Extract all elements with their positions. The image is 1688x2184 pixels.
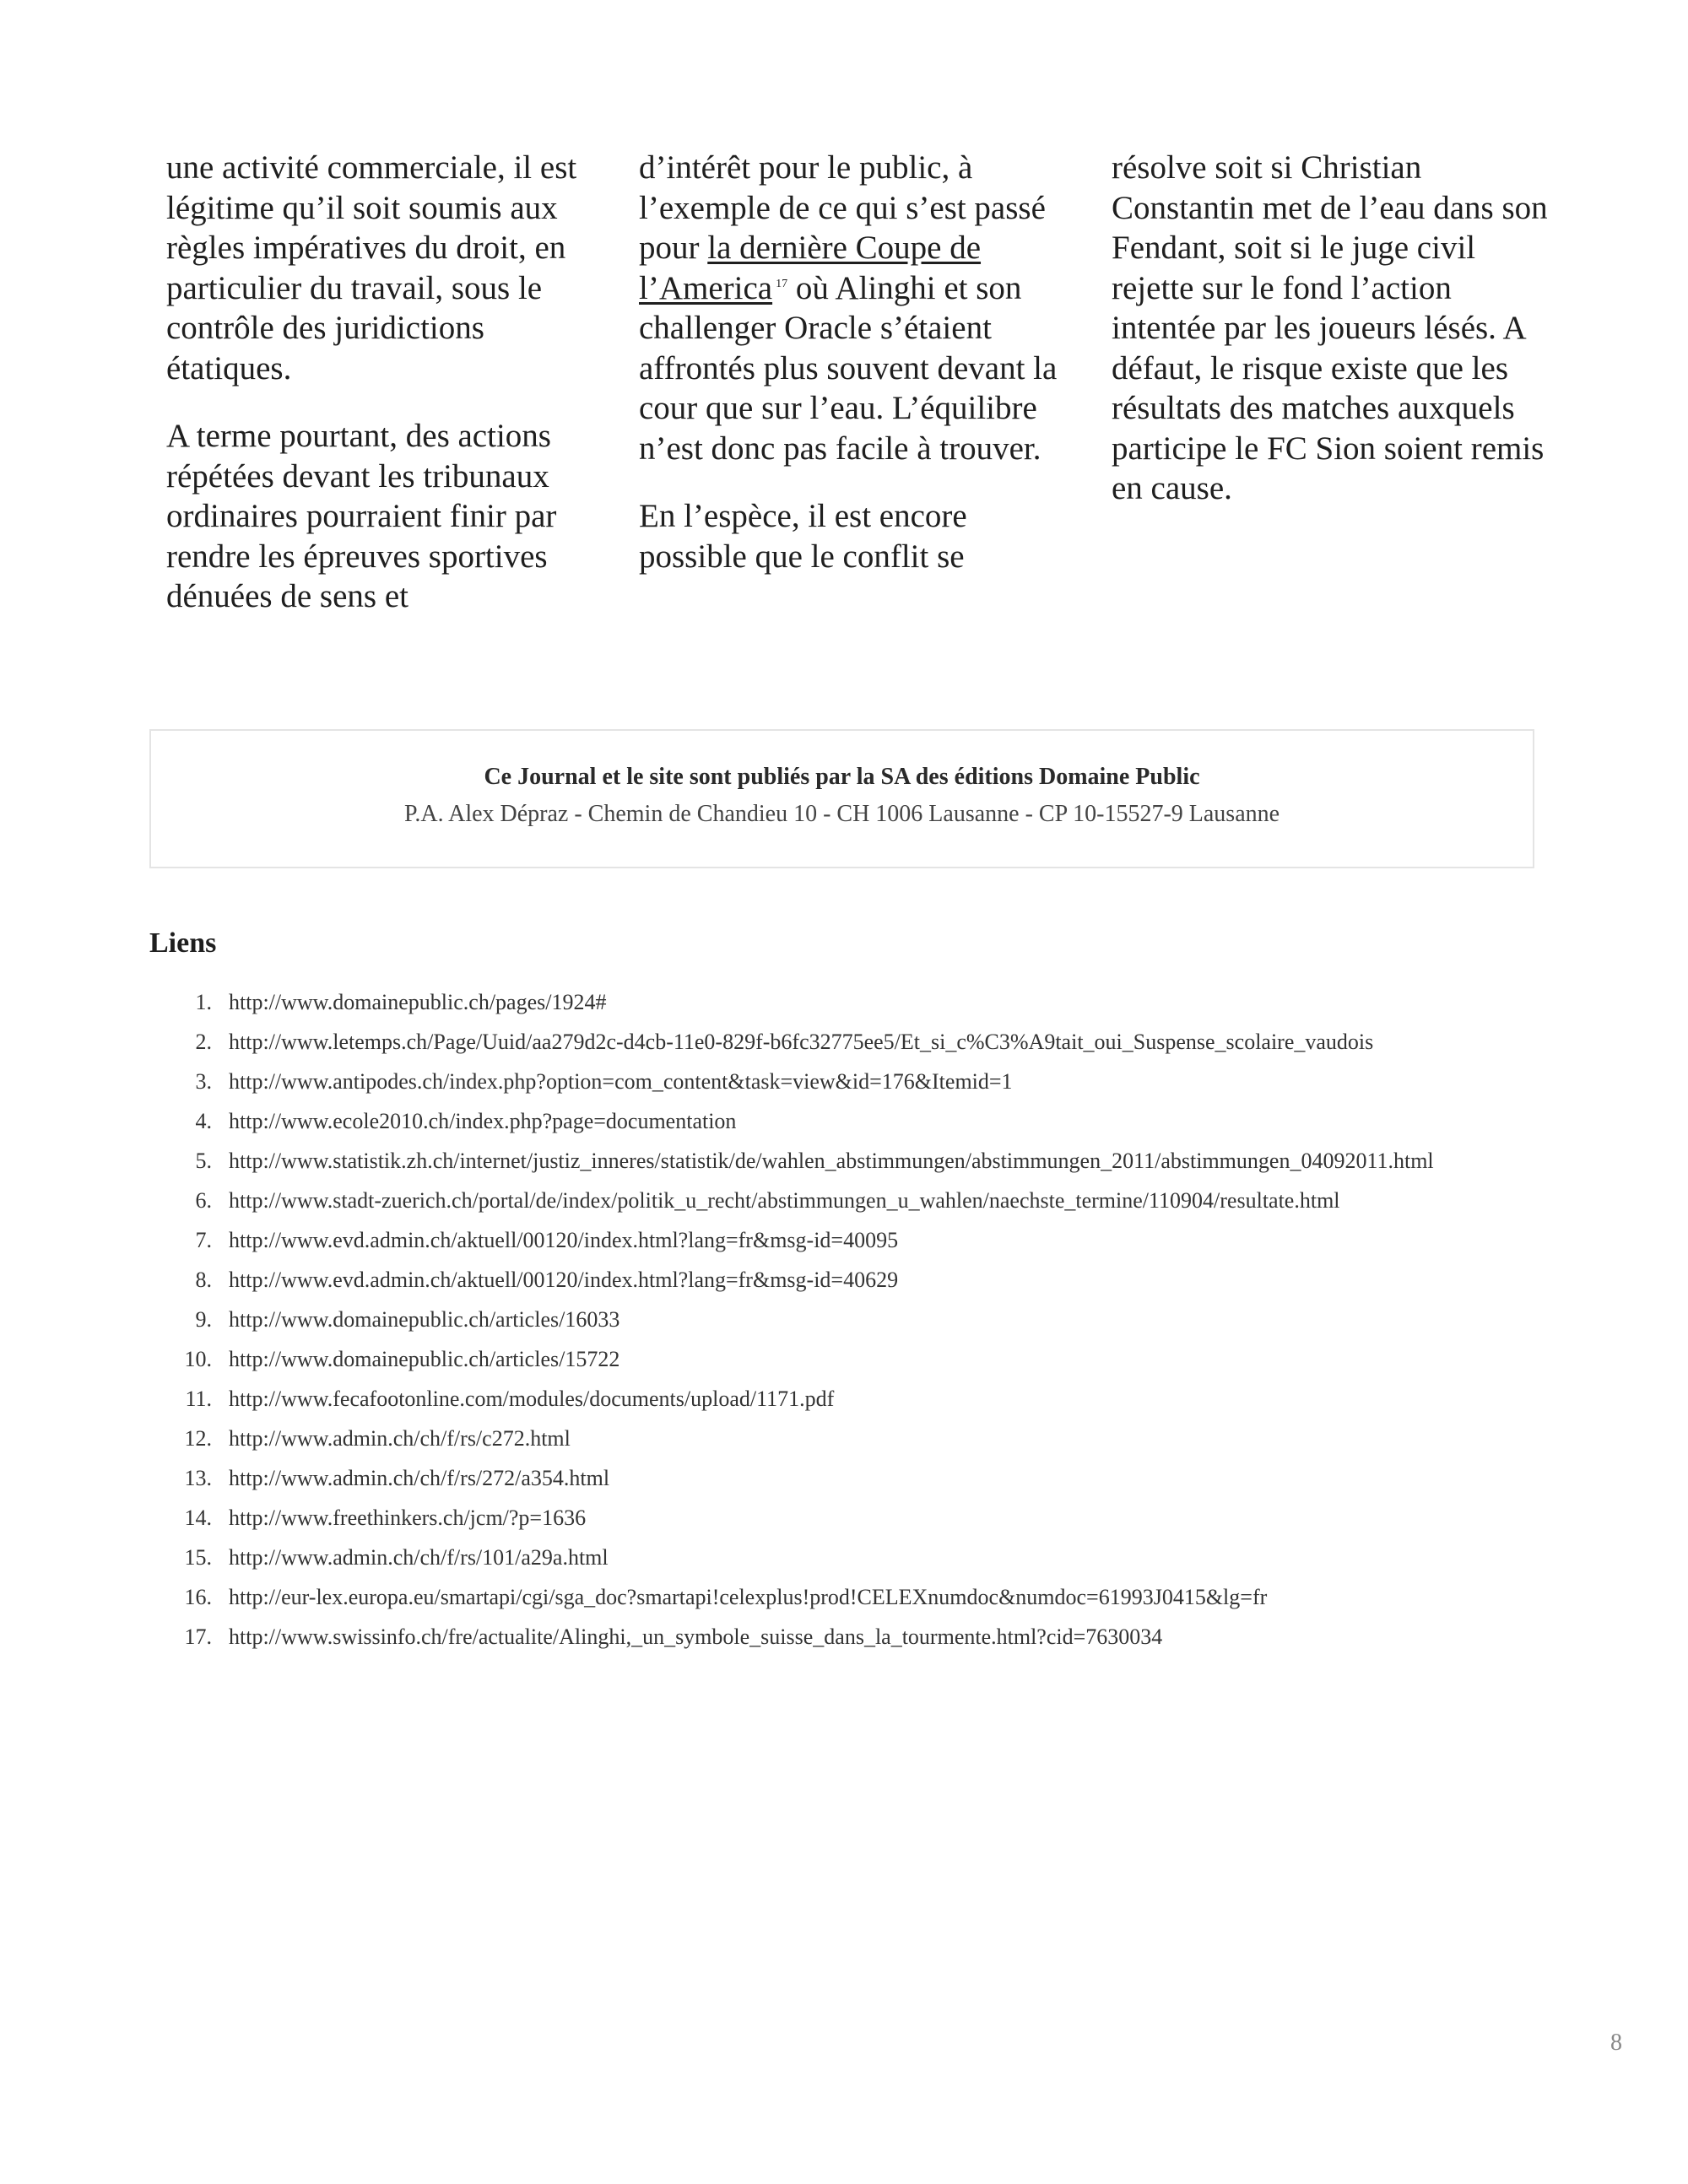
link-item	[166, 1544, 1483, 1570]
link-number: 11.	[185, 1387, 212, 1411]
link-number: 15.	[184, 1545, 212, 1570]
link-item	[166, 1306, 1483, 1333]
links-heading: Liens	[149, 927, 217, 959]
link-url[interactable]: http://www.admin.ch/ch/f/rs/101/a29a.html	[229, 1545, 609, 1570]
link-number: 6.	[195, 1188, 212, 1213]
link-url[interactable]: http://www.evd.admin.ch/aktuell/00120/index.html?lang=fr&msg-id=40095	[229, 1228, 899, 1252]
link-url[interactable]: http://www.domainepublic.ch/pages/1924#	[229, 990, 607, 1014]
link-item	[166, 1465, 1483, 1491]
link-item	[166, 1227, 1483, 1253]
link-item	[166, 1346, 1483, 1372]
paragraph: En l’espèce, il est encore possible que le conflit se	[639, 498, 967, 575]
link-number: 9.	[195, 1307, 212, 1332]
column-2	[639, 148, 1078, 604]
link-number: 2.	[195, 1030, 212, 1054]
link-item	[166, 989, 1483, 1015]
link-item	[166, 1425, 1483, 1451]
link-item	[166, 1068, 1483, 1095]
publisher-box	[149, 729, 1534, 868]
paragraph: une activité commerciale, il est légitime qu’il soit soumis aux règles impératives du droit, en particulier du travail, sous le contrôle des juridictions étatiques.	[166, 149, 577, 387]
link-item	[166, 1584, 1483, 1610]
link-number: 13.	[184, 1466, 212, 1490]
link-item	[166, 1386, 1483, 1412]
link-number: 4.	[195, 1109, 212, 1133]
link-item	[166, 1148, 1483, 1174]
link-number: 3.	[195, 1069, 212, 1094]
footnote-ref[interactable]: 17	[776, 277, 788, 290]
link-item	[166, 1624, 1483, 1650]
link-url[interactable]: http://www.stadt-zuerich.ch/portal/de/index/politik_u_recht/abstimmungen_u_wahlen/naechste_termine/110904/resultate.html	[229, 1188, 1340, 1213]
column-1	[166, 148, 605, 645]
paragraph-text: où Alinghi et son challenger Oracle s’étaient affrontés plus souvent devant la cour que sur l’eau. L’équilibre n’est donc pas facile à trouver.	[639, 269, 1058, 467]
link-url[interactable]: http://www.freethinkers.ch/jcm/?p=1636	[229, 1506, 587, 1530]
article-columns	[166, 148, 1548, 637]
link-url[interactable]: http://eur-lex.europa.eu/smartapi/cgi/sga_doc?smartapi!celexplus!prod!CELEXnumdoc&numdoc=61993J0415&lg=fr	[229, 1585, 1268, 1609]
link-url[interactable]: http://www.admin.ch/ch/f/rs/c272.html	[229, 1426, 571, 1451]
americas-cup-link[interactable]: la dernière Coupe de l’America	[639, 230, 982, 306]
link-number: 10.	[184, 1347, 212, 1371]
publisher-address: P.A. Alex Dépraz - Chemin de Chandieu 10 - CH 1006 Lausanne - CP 10-15527-9 Lausanne	[403, 801, 1280, 827]
paragraph: résolve soit si Christian Constantin met de l’eau dans son Fendant, soit si le juge civil rejette sur le fond l’action intentée par les joueurs lésés. A défaut, le risque existe que les résultats des matches auxquels participe le FC Sion soient remis en cause.	[1112, 149, 1548, 506]
page-number: 8	[1610, 2030, 1622, 2056]
links-list	[166, 989, 1483, 1663]
link-number: 16.	[184, 1585, 212, 1609]
link-url[interactable]: http://www.evd.admin.ch/aktuell/00120/index.html?lang=fr&msg-id=40629	[229, 1268, 899, 1292]
link-number: 14.	[184, 1506, 212, 1530]
link-number: 5.	[195, 1149, 212, 1173]
paragraph: A terme pourtant, des actions répétées devant les tribunaux ordinaires pourraient finir par rendre les épreuves sportives dénuées de sens et	[166, 418, 557, 614]
link-number: 8.	[195, 1268, 212, 1292]
link-url[interactable]: http://www.ecole2010.ch/index.php?page=documentation	[229, 1109, 737, 1133]
paragraph	[639, 148, 1078, 468]
publisher-title: Ce Journal et le site sont publiés par la SA des éditions Domaine Public	[484, 764, 1200, 790]
link-url[interactable]: http://www.domainepublic.ch/articles/16033	[229, 1307, 620, 1332]
link-item	[166, 1267, 1483, 1293]
link-item	[166, 1187, 1483, 1214]
link-url[interactable]: http://www.statistik.zh.ch/internet/justiz_inneres/statistik/de/wahlen_abstimmungen/abstimmungen_2011/abstimmungen_04092011.html	[229, 1149, 1434, 1173]
link-url[interactable]: http://www.admin.ch/ch/f/rs/272/a354.html	[229, 1466, 610, 1490]
link-number: 1.	[195, 990, 212, 1014]
link-url[interactable]: http://www.fecafootonline.com/modules/documents/upload/1171.pdf	[229, 1387, 835, 1411]
link-number: 7.	[195, 1228, 212, 1252]
link-url[interactable]: http://www.letemps.ch/Page/Uuid/aa279d2c-d4cb-11e0-829f-b6fc32775ee5/Et_si_c%C3%A9tait_oui_Suspense_scolaire_vaudois	[229, 1030, 1374, 1054]
link-url[interactable]: http://www.swissinfo.ch/fre/actualite/Alinghi,_un_symbole_suisse_dans_la_tourmente.html?cid=7630034	[229, 1624, 1163, 1649]
link-url[interactable]: http://www.domainepublic.ch/articles/15722	[229, 1347, 620, 1371]
link-number: 17.	[184, 1624, 212, 1649]
link-number: 12.	[184, 1426, 212, 1451]
link-item	[166, 1029, 1483, 1055]
column-3	[1112, 148, 1550, 537]
paragraph-text: d’intérêt pour le public, à l’exemple de ce qui s’est passé pour	[639, 149, 1046, 266]
link-url[interactable]: http://www.antipodes.ch/index.php?option=com_content&task=view&id=176&Itemid=1	[229, 1069, 1013, 1094]
link-item	[166, 1505, 1483, 1531]
link-item	[166, 1108, 1483, 1134]
